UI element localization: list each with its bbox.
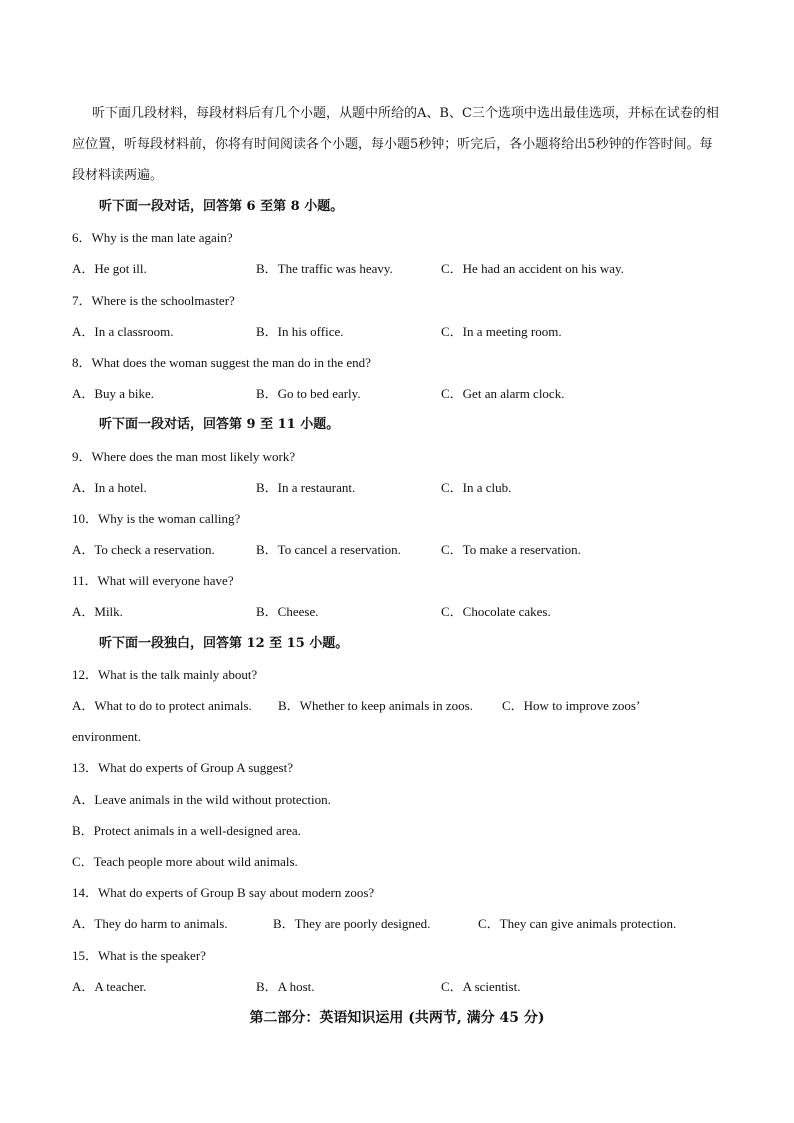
question-10-stem: 10．Why is the woman calling?: [72, 510, 241, 526]
question-8-stem: 8．What does the woman suggest the man do in the end?: [72, 354, 371, 370]
listening-instructions: 听下面几段材料，每段材料后有几个小题，从题中所给的A、B、C三个选项中选出最佳选项，并标在试卷的相应位置，听每段材料前，你将有时间阅读各个小题，每小题5秒钟；听完后，各小题将给出5秒钟的作答时间。每段材料读两遍。: [72, 106, 719, 183]
option-c: C．Chocolate cakes.: [441, 604, 551, 620]
option-a: A．In a classroom.: [72, 323, 174, 339]
option-b: B．Whether to keep animals in zoos.: [278, 698, 473, 713]
question-11-options: [72, 596, 722, 627]
option-c: C．Get an alarm clock.: [441, 386, 565, 402]
question-9-stem: 9．Where does the man most likely work?: [72, 448, 296, 464]
question-10-options: [72, 534, 722, 565]
option-a: A．In a hotel.: [72, 479, 147, 495]
option-c: C．How to improve zoos’: [502, 698, 641, 713]
question-13-stem: 13．What do experts of Group A suggest?: [72, 760, 293, 776]
question-15-stem: 15．What is the speaker?: [72, 947, 206, 963]
option-b: B．They are poorly designed.: [273, 916, 431, 932]
option-c: C．To make a reservation.: [441, 542, 581, 558]
question-8-options: [72, 378, 722, 409]
question-14-stem: 14．What do experts of Group B say about modern zoos?: [72, 885, 375, 901]
option-b: B．A host.: [256, 978, 315, 994]
question-12-option-c-continued: environment.: [72, 729, 141, 745]
question-7-options: [72, 316, 722, 347]
question-13-option-c: C．Teach people more about wild animals.: [72, 853, 298, 869]
option-b: B．Cheese.: [256, 604, 319, 620]
option-b: B．Go to bed early.: [256, 386, 361, 402]
question-11-stem: 11．What will everyone have?: [72, 573, 234, 589]
option-c: C．He had an accident on his way.: [441, 261, 624, 277]
option-a: A．He got ill.: [72, 261, 147, 277]
option-c: C．A scientist.: [441, 978, 521, 994]
question-13-option-b: B．Protect animals in a well-designed area.: [72, 822, 301, 838]
question-7-stem: 7．Where is the schoolmaster?: [72, 292, 235, 308]
question-15-options: [72, 971, 722, 1002]
option-c: C．They can give animals protection.: [478, 916, 677, 932]
option-c: C．In a meeting room.: [441, 323, 562, 339]
option-a: A．A teacher.: [72, 978, 147, 994]
section-heading-2: 听下面一段对话，回答第 9 至 11 小题。: [99, 417, 340, 433]
option-b: B．The traffic was heavy.: [256, 261, 393, 277]
question-14-options: [72, 908, 722, 939]
option-c: C．In a club.: [441, 479, 512, 495]
option-b: B．To cancel a reservation.: [256, 542, 401, 558]
option-b: B．In a restaurant.: [256, 479, 356, 495]
part-two-heading: 第二部分：英语知识运用 (共两节, 满分 45 分): [249, 1009, 545, 1026]
option-a: A．They do harm to animals.: [72, 916, 228, 932]
question-9-options: [72, 472, 722, 503]
section-heading-3: 听下面一段独白，回答第 12 至 15 小题。: [99, 635, 349, 651]
question-12-stem: 12．What is the talk mainly about?: [72, 666, 258, 682]
option-a: A．What to do to protect animals.: [72, 698, 252, 713]
question-6-options: [72, 253, 722, 284]
question-6-stem: 6．Why is the man late again?: [72, 230, 233, 246]
question-13-option-a: A．Leave animals in the wild without protection.: [72, 791, 331, 807]
exam-page: [72, 98, 722, 1034]
option-a: A．Milk.: [72, 604, 123, 620]
question-12-options: [72, 690, 722, 721]
option-b: B．In his office.: [256, 323, 344, 339]
section-heading-1: 听下面一段对话，回答第 6 至第 8 小题。: [99, 199, 344, 214]
option-a: A．To check a reservation.: [72, 542, 215, 558]
option-a: A．Buy a bike.: [72, 386, 154, 402]
